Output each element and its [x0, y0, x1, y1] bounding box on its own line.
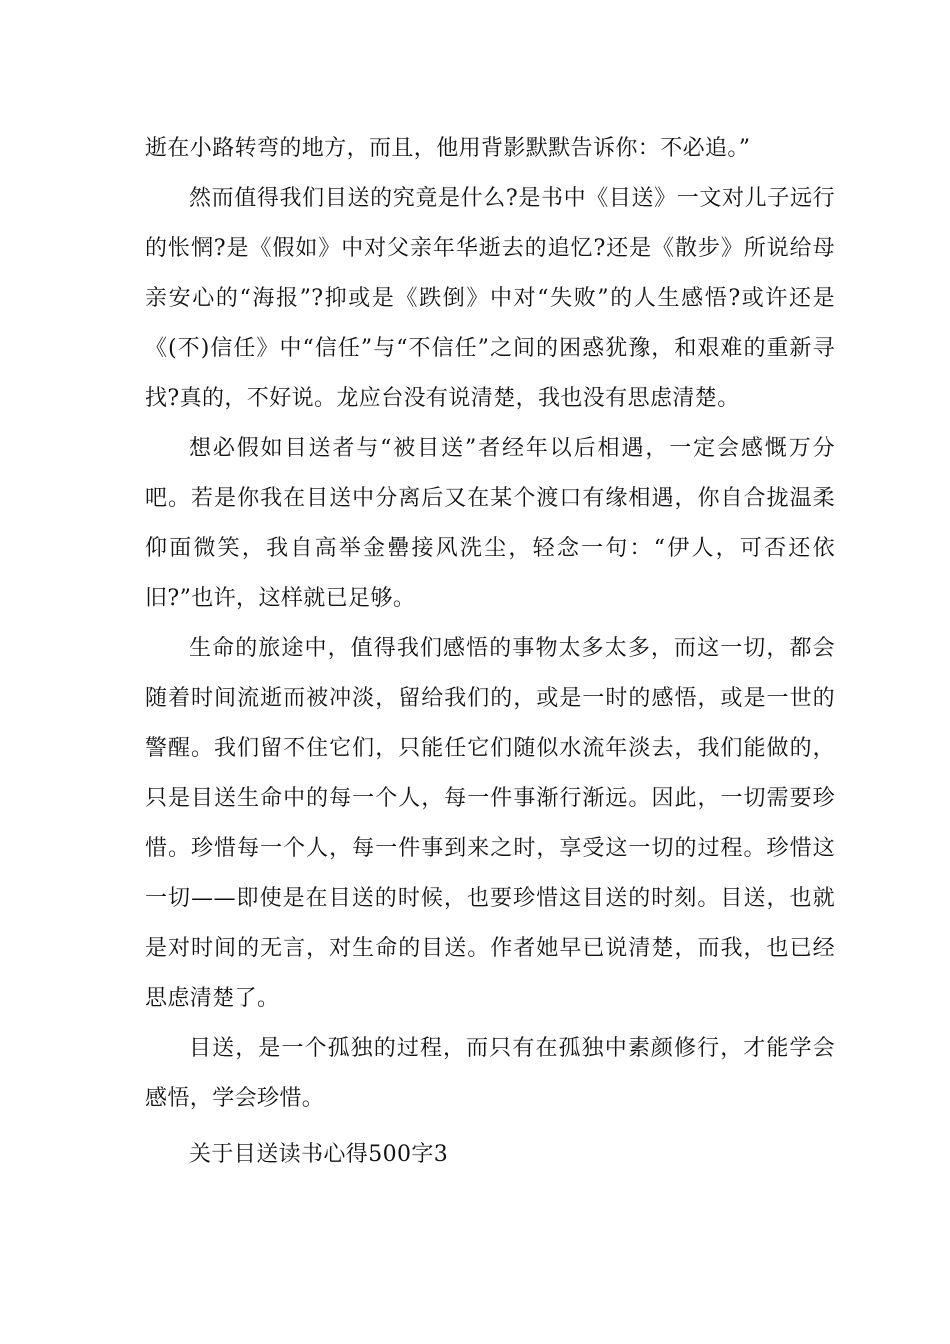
paragraph: 目送，是一个孤独的过程，而只有在孤独中素颜修行，才能学会感悟，学会珍惜。 — [145, 1036, 835, 1111]
section-heading: 关于目送读书心得500字3 — [189, 1142, 449, 1167]
document-body — [145, 124, 835, 1180]
paragraph: 生命的旅途中，值得我们感悟的事物太多太多，而这一切，都会随着时间流逝而被冲淡，留给我们的，或是一时的感悟，或是一世的警醒。我们留不住它们，只能任它们随似水流年淡去，我们能做的，只是目送生命中的每一个人，每一件事渐行渐远。因此，一切需要珍惜。珍惜每一个人，每一件事到来之时，享受这一切的过程。珍惜这一切——即使是在目送的时候，也要珍惜这目送的时刻。目送，也就是对时间的无言，对生命的目送。作者她早已说清楚，而我，也已经思虑清楚了。 — [145, 636, 835, 1011]
paragraph-continuation: 逝在小路转弯的地方，而且，他用背影默默告诉你：不必追。” — [145, 136, 751, 161]
paragraph: 然而值得我们目送的究竟是什么?是书中《目送》一文对儿子远行的怅惘?是《假如》中对父亲年华逝去的追忆?还是《散步》所说给母亲安心的“海报”?抑或是《跌倒》中对“失败”的人生感悟?或许还是《(不)信任》中“信任”与“不信任”之间的困惑犹豫，和艰难的重新寻找?真的，不好说。龙应台没有说清楚，我也没有思虑清楚。 — [145, 186, 835, 411]
paragraph: 想必假如目送者与“被目送”者经年以后相遇，一定会感慨万分吧。若是你我在目送中分离后又在某个渡口有缘相遇，你自合拢温柔仰面微笑，我自高举金罍接风洗尘，轻念一句：“伊人，可否还依旧?”也许，这样就已足够。 — [145, 436, 835, 611]
